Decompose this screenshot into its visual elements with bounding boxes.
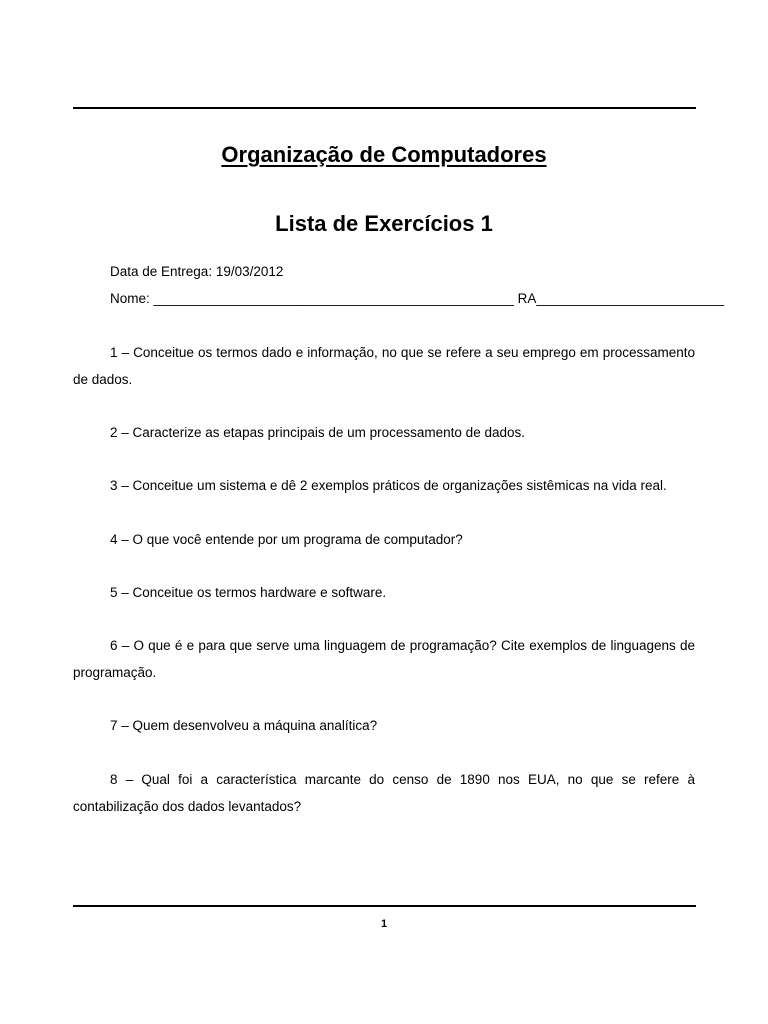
document-title [0, 142, 768, 168]
name-ra-line: Nome: ________________________________________________ RA_________________________ [110, 291, 725, 306]
question-5: 5 – Conceitue os termos hardware e software. [110, 585, 387, 600]
question-2: 2 – Caracterize as etapas principais de um processamento de dados. [110, 425, 525, 440]
page-number: 1 [380, 918, 388, 930]
question-7: 7 – Quem desenvolveu a máquina analítica? [110, 718, 378, 733]
document-title-text: Organização de Computadores [221, 142, 547, 167]
question-3: 3 – Conceitue um sistema e dê 2 exemplos práticos de organizações sistêmicas na vida real. [110, 478, 667, 493]
delivery-date: Data de Entrega: 19/03/2012 [110, 264, 284, 279]
question-6: 6 – O que é e para que serve uma linguagem de programação? Cite exemplos de linguagens de programação. [73, 638, 695, 680]
question-4: 4 – O que você entende por um programa de computador? [110, 532, 463, 547]
document-subtitle: Lista de Exercícios 1 [275, 211, 493, 236]
footer-rule [73, 905, 696, 907]
question-8: 8 – Qual foi a característica marcante do censo de 1890 nos EUA, no que se refere à contabilização dos dados levantados? [73, 772, 695, 814]
question-1: 1 – Conceitue os termos dado e informação, no que se refere a seu emprego em processamento de dados. [73, 345, 695, 387]
header-rule [73, 107, 696, 109]
